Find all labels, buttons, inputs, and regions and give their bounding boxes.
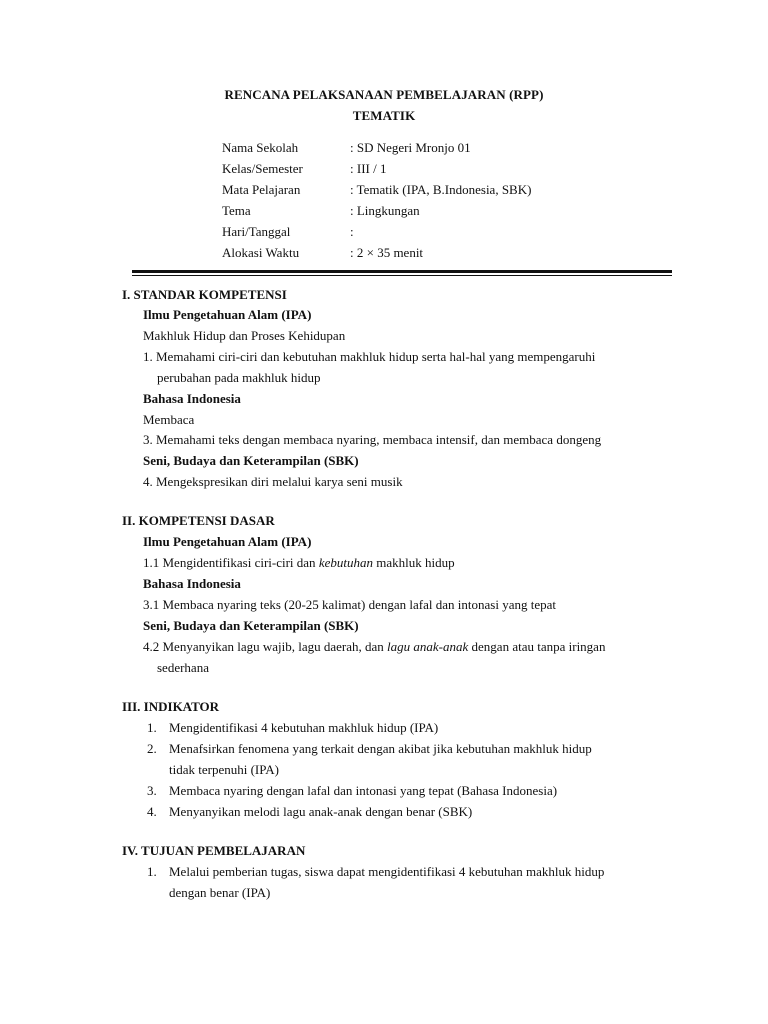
kd-ipa-item (143, 554, 455, 572)
indikator-item (147, 719, 438, 737)
identity-label: Mata Pelajaran (222, 182, 301, 197)
sk-bi-item: 3. Memahami teks dengan membaca nyaring, membaca intensif, dan membaca dongeng (143, 432, 602, 447)
indikator-item (147, 740, 592, 758)
item-text: Menafsirkan fenomena yang terkait dengan akibat jika kebutuhan makhluk hidup (169, 741, 592, 756)
subject-heading-bi: Bahasa Indonesia (143, 576, 241, 591)
item-text: Mengidentifikasi 4 kebutuhan makhluk hidup (IPA) (169, 720, 439, 735)
kd-sbk-italic: lagu anak-anak (387, 639, 469, 654)
sk-sbk-item: 4. Mengekspresikan diri melalui karya seni musik (143, 474, 403, 489)
identity-value: : Tematik (IPA, B.Indonesia, SBK) (350, 182, 532, 197)
kd-ipa-text: 1.1 Mengidentifikasi ciri-ciri dan (143, 555, 319, 570)
sk-ipa-subtitle: Makhluk Hidup dan Proses Kehidupan (143, 328, 346, 343)
indikator-item (147, 782, 557, 800)
identity-row (222, 158, 642, 179)
indikator-item-cont: tidak terpenuhi (IPA) (169, 762, 279, 777)
identity-value: : (350, 224, 354, 239)
sk-bi-subtitle: Membaca (143, 412, 195, 427)
document-title: RENCANA PELAKSANAAN PEMBELAJARAN (RPP) (224, 87, 544, 102)
indikator-item (147, 803, 472, 821)
item-number: 1. (147, 720, 157, 735)
sk-ipa-item-cont: perubahan pada makhluk hidup (157, 370, 321, 385)
kd-sbk-text: 4.2 Menyanyikan lagu wajib, lagu daerah, dan (143, 639, 388, 654)
identity-table (222, 137, 642, 263)
item-text: Melalui pemberian tugas, siswa dapat mengidentifikasi 4 kebutuhan makhluk hidup (169, 864, 605, 879)
tujuan-item (147, 863, 604, 881)
section-heading-indikator: III. INDIKATOR (122, 699, 220, 714)
sk-ipa-item: 1. Memahami ciri-ciri dan kebutuhan makhluk hidup serta hal-hal yang mempengaruhi (143, 349, 596, 364)
subject-heading-bi: Bahasa Indonesia (143, 391, 241, 406)
identity-row (222, 200, 642, 221)
section-heading-sk: I. STANDAR KOMPETENSI (122, 287, 287, 302)
item-number: 4. (147, 804, 157, 819)
identity-value: : Lingkungan (350, 203, 420, 218)
header-divider-thin (132, 275, 672, 276)
identity-label: Kelas/Semester (222, 161, 303, 176)
tujuan-item-cont: dengan benar (IPA) (169, 885, 271, 900)
header-divider-thick (132, 270, 672, 273)
kd-ipa-italic: kebutuhan (318, 555, 373, 570)
item-text: Menyanyikan melodi lagu anak-anak dengan benar (SBK) (169, 804, 473, 819)
identity-value: : 2 × 35 menit (350, 245, 424, 260)
identity-row (222, 221, 642, 242)
kd-sbk-text-end: dengan atau tanpa iringan (468, 639, 606, 654)
kd-sbk-item (143, 638, 605, 656)
item-number: 1. (147, 864, 157, 879)
identity-row (222, 137, 642, 158)
identity-label: Tema (222, 203, 251, 218)
identity-label: Alokasi Waktu (222, 245, 300, 260)
identity-value: : SD Negeri Mronjo 01 (350, 140, 471, 155)
identity-row (222, 242, 642, 263)
document-subtitle: TEMATIK (352, 108, 416, 123)
kd-ipa-text-end: makhluk hidup (372, 555, 455, 570)
item-number: 2. (147, 741, 157, 756)
kd-sbk-item-cont: sederhana (157, 660, 209, 675)
identity-label: Hari/Tanggal (222, 224, 291, 239)
item-text: Membaca nyaring dengan lafal dan intonasi yang tepat (Bahasa Indonesia) (169, 783, 558, 798)
identity-value: : III / 1 (350, 161, 387, 176)
subject-heading-ipa: Ilmu Pengetahuan Alam (IPA) (143, 534, 312, 549)
subject-heading-sbk: Seni, Budaya dan Keterampilan (SBK) (143, 618, 359, 633)
section-heading-kd: II. KOMPETENSI DASAR (122, 513, 275, 528)
identity-row (222, 179, 642, 200)
subject-heading-sbk: Seni, Budaya dan Keterampilan (SBK) (143, 453, 359, 468)
item-number: 3. (147, 783, 157, 798)
kd-bi-item: 3.1 Membaca nyaring teks (20-25 kalimat) dengan lafal dan intonasi yang tepat (143, 597, 556, 612)
section-heading-tujuan: IV. TUJUAN PEMBELAJARAN (122, 843, 306, 858)
subject-heading-ipa: Ilmu Pengetahuan Alam (IPA) (143, 307, 312, 322)
identity-label: Nama Sekolah (222, 140, 299, 155)
